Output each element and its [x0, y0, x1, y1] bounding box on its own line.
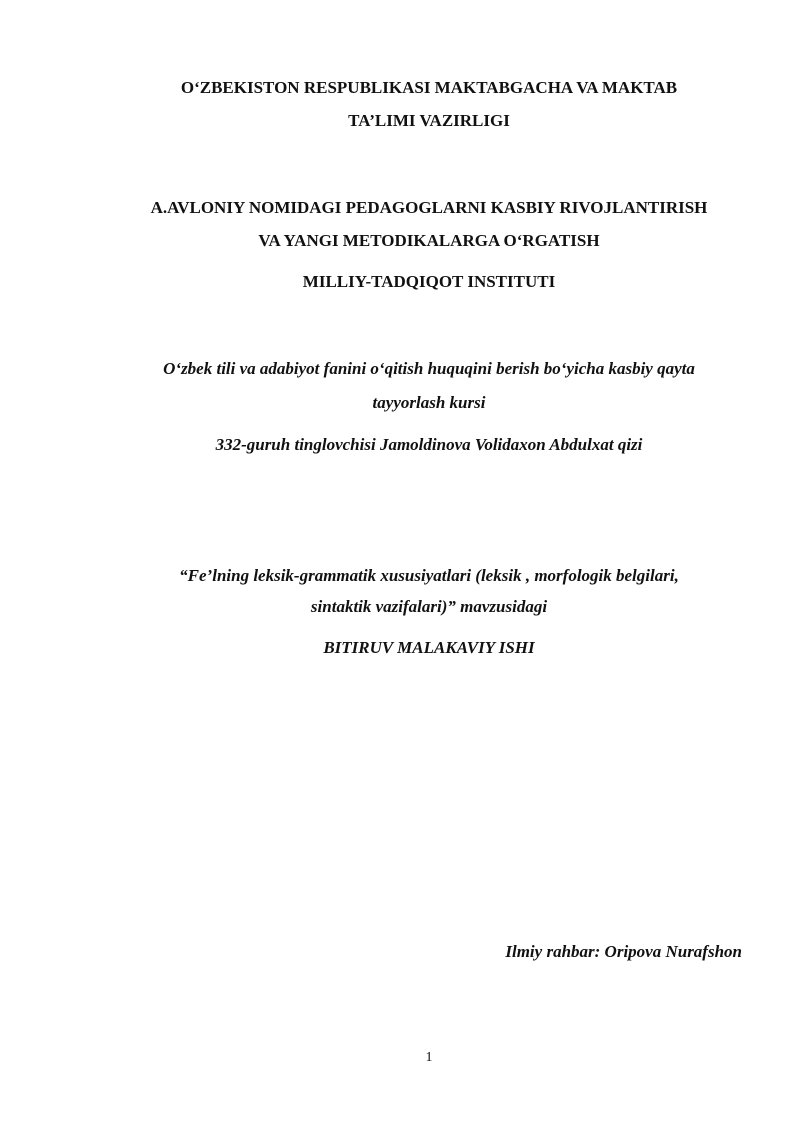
student-line: 332-guruh tinglovchisi Jamoldinova Volidaxon Abdulxat qizi	[215, 435, 643, 454]
topic-line-1: “Fe’lning leksik-grammatik xususiyatlari (leksik , morfologik belgilari,	[179, 566, 679, 585]
topic-line-2: sintaktik vazifalari)” mavzusidagi	[310, 597, 548, 616]
ministry-line-2: TA’LIMI VAZIRLIGI	[348, 111, 510, 130]
institute-line-3: MILLIY-TADQIQOT INSTITUTI	[302, 272, 556, 291]
institute-line-2: VA YANGI METODIKALARGA O‘RGATISH	[258, 231, 600, 250]
institute-line-1: A.AVLONIY NOMIDAGI PEDAGOGLARNI KASBIY RIVOJLANTIRISH	[150, 198, 708, 217]
course-line-1: O‘zbek tili va adabiyot fanini o‘qitish huquqini berish bo‘yicha kasbiy qayta	[163, 359, 695, 378]
course-line-2: tayyorlash kursi	[372, 393, 486, 412]
work-type: BITIRUV MALAKAVIY ISHI	[323, 638, 535, 657]
supervisor: Ilmiy rahbar: Oripova Nurafshon	[505, 942, 742, 961]
ministry-line-1: O‘ZBEKISTON RESPUBLIKASI MAKTABGACHA VA MAKTAB	[180, 78, 678, 97]
page-number: 1	[425, 1050, 433, 1065]
